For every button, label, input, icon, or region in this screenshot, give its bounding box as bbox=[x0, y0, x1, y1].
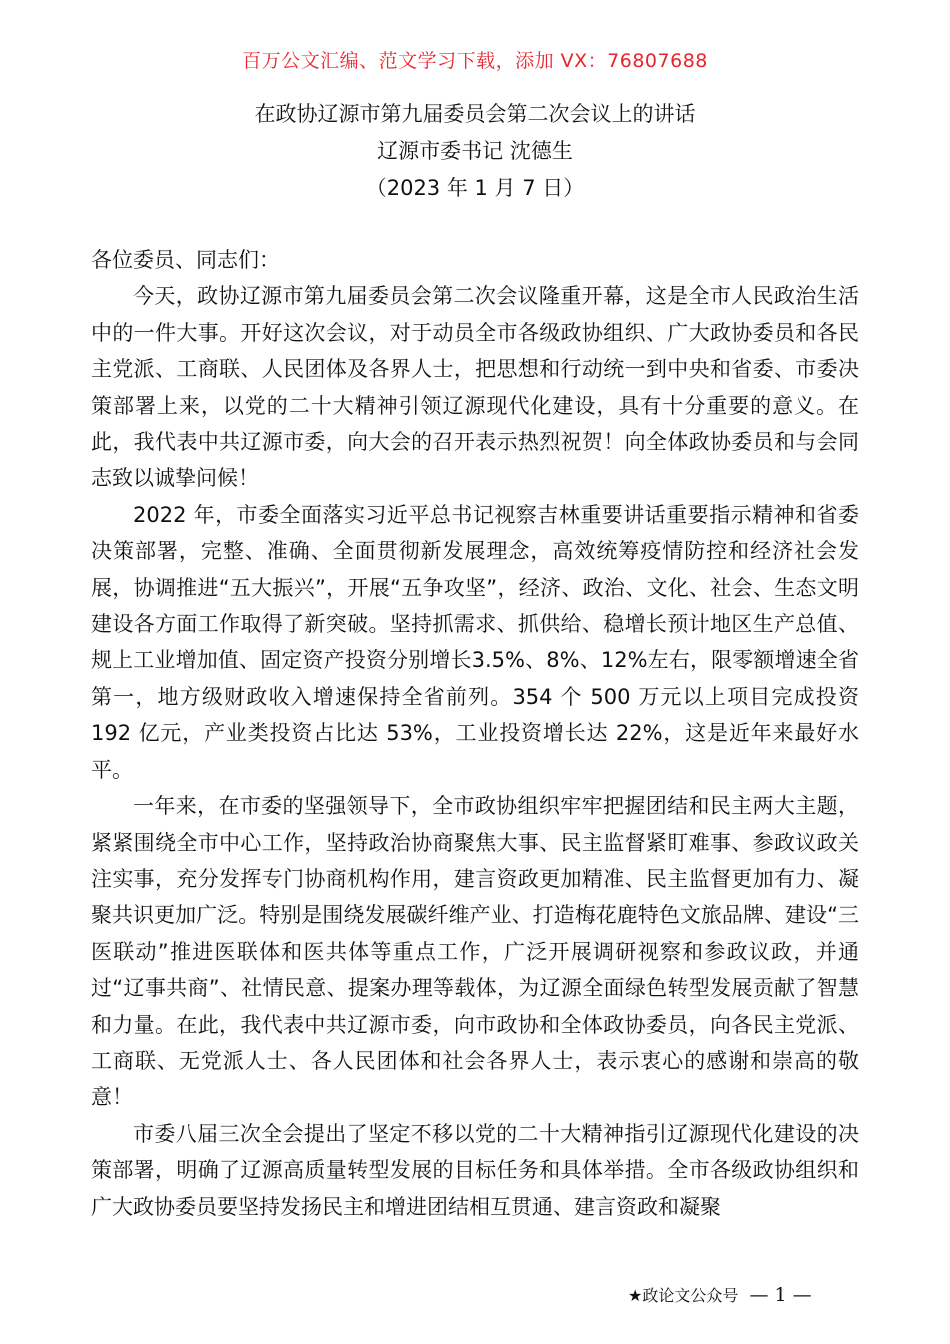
paragraph: 2022 年，市委全面落实习近平总书记视察吉林重要讲话重要指示精神和省委决策部署，完整、准确、全面贯彻新发展理念，高效统筹疫情防控和经济社会发展，协调推进“五大振兴”，开展“五争攻坚”，经济、政治、文化、社会、生态文明建设各方面工作取得了新突破。坚持抓需求、抓供给、稳增长预计地区生产总值、规上工业增加值、固定资产投资分别增长3.5%、8%、12%左右，限零额增速全省第一，地方级财政收入增速保持全省前列。354 个 500 万元以上项目完成投资 192 亿元，产业类投资占比达 53%，工业投资增长达 22%，这是近年来最好水平。 bbox=[91, 502, 859, 782]
speech-body bbox=[91, 242, 859, 1225]
paragraph: 今天，政协辽源市第九届委员会第二次会议隆重开幕，这是全市人民政治生活中的一件大事。开好这次会议，对于动员全市各级政协组织、广大政协委员和各民主党派、工商联、人民团体及各界人士，把思想和行动统一到中央和省委、市委决策部署上来，以党的二十大精神引领辽源现代化建设，具有十分重要的意义。在此，我代表中共辽源市委，向大会的召开表示热烈祝贺！向全体政协委员和与会同志致以诚挚问候！ bbox=[91, 284, 859, 491]
title-block bbox=[0, 96, 950, 207]
speech-date: （2023 年 1 月 7 日） bbox=[365, 176, 585, 200]
paragraph: 市委八届三次全会提出了坚定不移以党的二十大精神指引辽源现代化建设的决策部署，明确了辽源高质量转型发展的目标任务和具体举措。全市各级政协组织和广大政协委员要坚持发扬民主和增进团结相互贯通、建言资政和凝聚 bbox=[91, 1121, 859, 1219]
speech-title: 在政协辽源市第九届委员会第二次会议上的讲话 bbox=[254, 102, 696, 126]
speaker-line: 辽源市委书记 沈德生 bbox=[377, 139, 573, 163]
promo-banner: 百万公文汇编、范文学习下载，添加 VX：76807688 bbox=[242, 50, 708, 72]
page-footer bbox=[628, 1283, 812, 1306]
footer-source: ★政论文公众号 bbox=[628, 1286, 739, 1305]
paragraph: 一年来，在市委的坚强领导下，全市政协组织牢牢把握团结和民主两大主题，紧紧围绕全市中心工作，坚持政治协商聚焦大事、民主监督紧盯难事、参政议政关注实事，充分发挥专门协商机构作用，建言资政更加精准、民主监督更加有力、凝聚共识更加广泛。特别是围绕发展碳纤维产业、打造梅花鹿特色文旅品牌、建设“三医联动”推进医联体和医共体等重点工作，广泛开展调研视察和参政议政，并通过“辽事共商”、社情民意、提案办理等载体，为辽源全面绿色转型发展贡献了智慧和力量。在此，我代表中共辽源市委，向市政协和全体政协委员，向各民主党派、工商联、无党派人士、各人民团体和社会各界人士，表示衷心的感谢和崇高的敬意！ bbox=[91, 794, 859, 1110]
salutation: 各位委员、同志们： bbox=[91, 248, 280, 272]
page-number: — 1 — bbox=[749, 1284, 812, 1306]
